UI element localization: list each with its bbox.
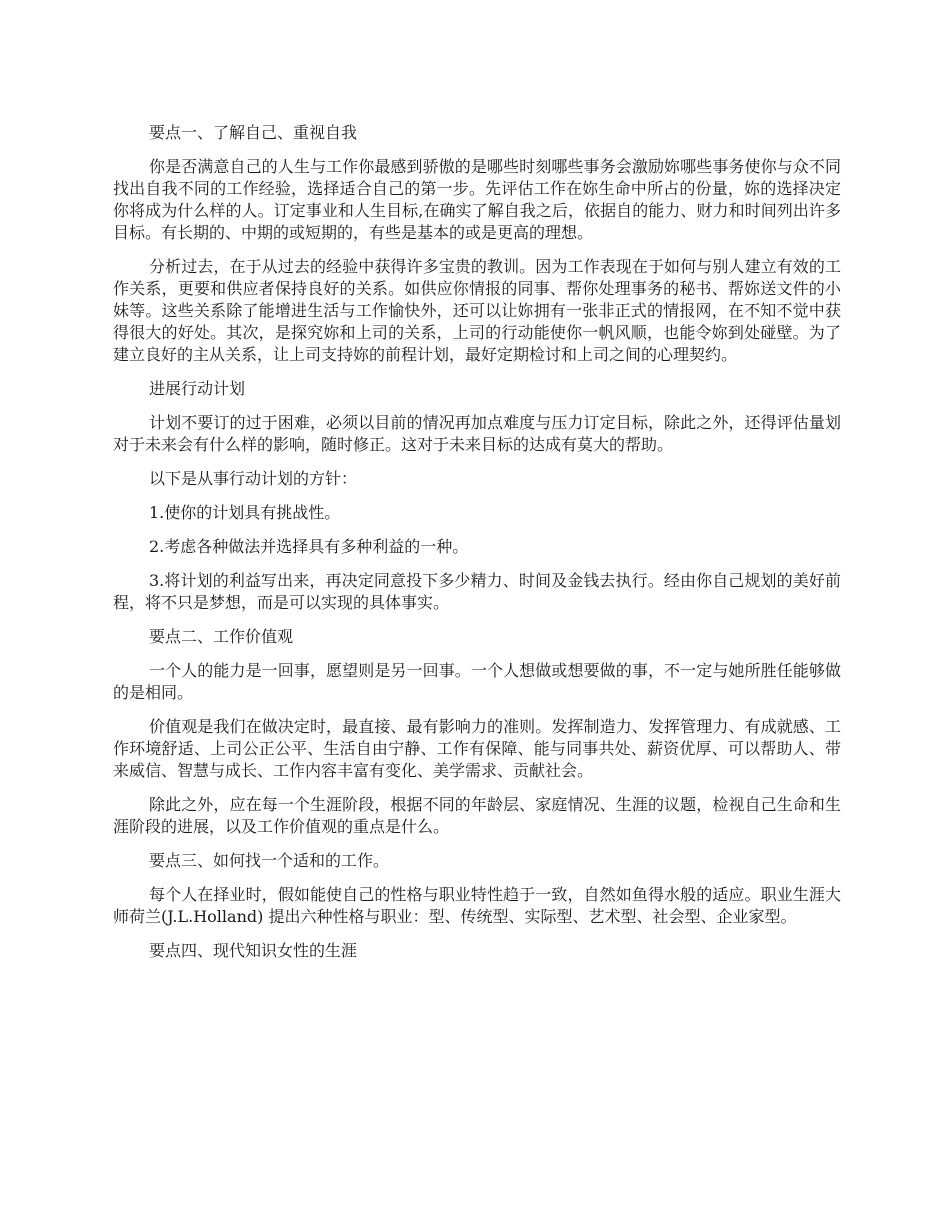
paragraph: 以下是从事行动计划的方针：: [149, 469, 358, 488]
paragraph: 分析过去，在于从过去的经验中获得许多宝贵的教训。因为工作表现在于如何与别人建立有效的工作关系，更要和供应者保持良好的关系。如供应你情报的同事、帮你处理事务的秘书、帮妳送文件的小妹等。这些关系除了能增进生活与工作愉快外，还可以让妳拥有一张非正式的情报网，在不知不觉中获得很大的好处。其次，是探究妳和上司的关系，上司的行动能使你一帆风顺，也能令妳到处碰壁。为了建立良好的主从关系，让上司支持妳的前程计划，最好定期检讨和上司之间的心理契约。: [113, 257, 841, 364]
section-heading-2: 要点二、工作价值观: [149, 627, 294, 646]
paragraph: 价值观是我们在做决定时，最直接、最有影响力的准则。发挥制造力、发挥管理力、有成就感、工作环境舒适、上司公正公平、生活自由宁静、工作有保障、能与同事共处、薪资优厚、可以帮助人、带来威信、智慧与成长、工作内容丰富有变化、美学需求、贡献社会。: [113, 717, 841, 780]
subheading-action-plan: 进展行动计划: [149, 379, 246, 398]
section-heading-3: 要点三、如何找一个适和的工作。: [149, 851, 390, 870]
paragraph: 每个人在择业时，假如能使自己的性格与职业特性趋于一致，自然如鱼得水般的适应。职业生涯大师荷兰(J.L.Holland) 提出六种性格与职业：型、传统型、实际型、艺术型、社会型、企业家型。: [113, 885, 841, 926]
paragraph: 除此之外，应在每一个生涯阶段，根据不同的年龄层、家庭情况、生涯的议题，检视自己生命和生涯阶段的进展，以及工作价值观的重点是什么。: [113, 795, 841, 836]
list-item: 3.将计划的利益写出来，再决定同意投下多少精力、时间及金钱去执行。经由你自己规划的美好前程，将不只是梦想，而是可以实现的具体事实。: [113, 571, 841, 612]
paragraph: 一个人的能力是一回事，愿望则是另一回事。一个人想做或想要做的事，不一定与她所胜任能够做的是相同。: [113, 661, 841, 702]
list-item: 2.考虑各种做法并选择具有多种利益的一种。: [149, 537, 469, 556]
section-heading-4: 要点四、现代知识女性的生涯: [149, 941, 358, 960]
list-item: 1.使你的计划具有挑战性。: [149, 503, 341, 522]
document-body: [113, 122, 841, 974]
paragraph: 计划不要订的过于困难，必须以目前的情况再加点难度与压力订定目标，除此之外，还得评估量划对于未来会有什么样的影响，随时修正。这对于未来目标的达成有莫大的帮助。: [113, 413, 841, 454]
section-heading-1: 要点一、了解自己、重视自我: [149, 123, 358, 142]
paragraph: 你是否满意自己的人生与工作你最感到骄傲的是哪些时刻哪些事务会激励妳哪些事务使你与众不同找出自我不同的工作经验，选择适合自己的第一步。先评估工作在妳生命中所占的份量，妳的选择决定你将成为什么样的人。订定事业和人生目标,在确实了解自我之后，依据自的能力、财力和时间列出许多目标。有长期的、中期的或短期的，有些是基本的或是更高的理想。: [113, 157, 841, 242]
